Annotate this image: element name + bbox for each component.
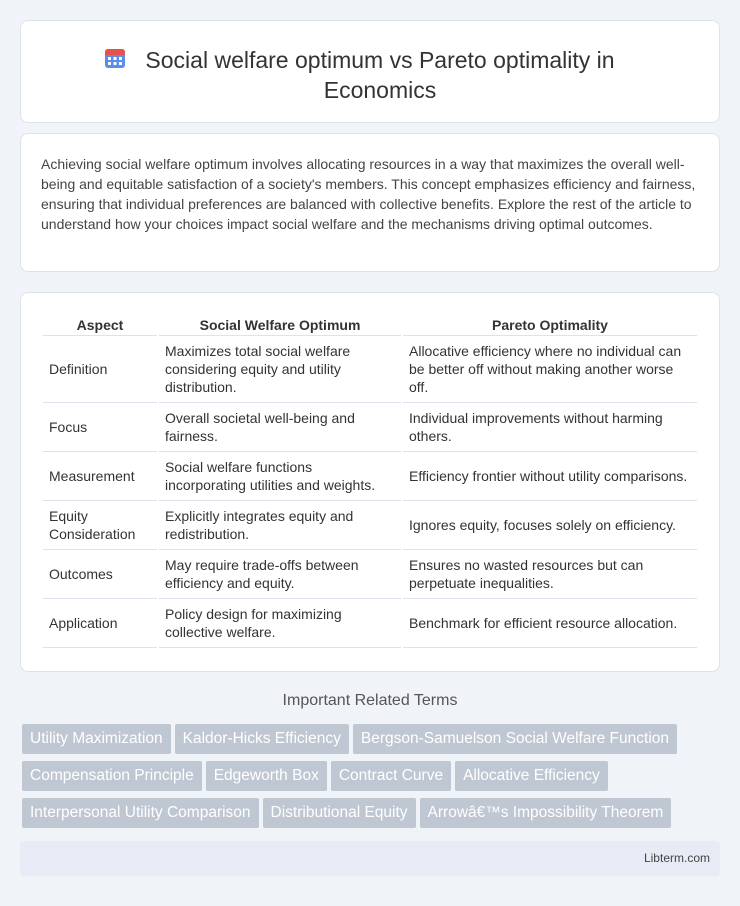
- page-title: Social welfare optimum vs Pareto optimality in Economics: [145, 47, 615, 103]
- table-cell-social-welfare: Maximizes total social welfare considering equity and utility distribution.: [159, 336, 401, 403]
- title-card: [20, 20, 720, 123]
- related-terms-list: [22, 724, 722, 835]
- table-cell-pareto: Ignores equity, focuses solely on efficiency.: [403, 501, 697, 550]
- table-row: [43, 452, 697, 501]
- table-cell-aspect: Equity Consideration: [43, 501, 157, 550]
- table-cell-aspect: Outcomes: [43, 550, 157, 599]
- table-cell-aspect: Application: [43, 599, 157, 648]
- table-cell-social-welfare: Policy design for maximizing collective welfare.: [159, 599, 401, 648]
- related-terms-heading: Important Related Terms: [282, 692, 458, 709]
- related-term-tag[interactable]: Allocative Efficiency: [455, 761, 608, 791]
- column-header-aspect: Aspect: [43, 314, 157, 336]
- table-cell-aspect: Definition: [43, 336, 157, 403]
- related-term-tag[interactable]: Edgeworth Box: [206, 761, 327, 791]
- table-cell-social-welfare: Explicitly integrates equity and redistribution.: [159, 501, 401, 550]
- related-term-tag[interactable]: Interpersonal Utility Comparison: [22, 798, 259, 828]
- table-cell-social-welfare: Social welfare functions incorporating utilities and weights.: [159, 452, 401, 501]
- column-header-social-welfare-optimum: Social Welfare Optimum: [159, 314, 401, 336]
- related-term-tag[interactable]: Distributional Equity: [263, 798, 416, 828]
- comparison-table-card: [20, 292, 720, 672]
- comparison-table: [41, 314, 699, 648]
- table-row: [43, 550, 697, 599]
- table-cell-pareto: Efficiency frontier without utility comparisons.: [403, 452, 697, 501]
- table-cell-social-welfare: May require trade-offs between efficiency and equity.: [159, 550, 401, 599]
- table-row: [43, 599, 697, 648]
- related-term-tag[interactable]: Utility Maximization: [22, 724, 171, 754]
- related-term-tag[interactable]: Contract Curve: [331, 761, 451, 791]
- intro-paragraph: Achieving social welfare optimum involves allocating resources in a way that maximizes the overall well-being and equitable satisfaction of a society's members. This concept emphasizes efficiency and fairness, ensuring that individual preferences are balanced with collective benefits. Explore the rest of the article to understand how your choices impact social welfare and the mechanisms driving optimal outcomes.: [41, 156, 696, 232]
- table-row: [43, 501, 697, 550]
- table-cell-pareto: Individual improvements without harming others.: [403, 403, 697, 452]
- related-term-tag[interactable]: Kaldor-Hicks Efficiency: [175, 724, 349, 754]
- table-cell-aspect: Focus: [43, 403, 157, 452]
- table-cell-pareto: Allocative efficiency where no individual can be better off without making another worse off.: [403, 336, 697, 403]
- table-row: [43, 403, 697, 452]
- table-cell-pareto: Benchmark for efficient resource allocation.: [403, 599, 697, 648]
- table-row: [43, 336, 697, 403]
- table-cell-pareto: Ensures no wasted resources but can perpetuate inequalities.: [403, 550, 697, 599]
- related-term-tag[interactable]: Compensation Principle: [22, 761, 202, 791]
- column-header-pareto-optimality: Pareto Optimality: [403, 314, 697, 336]
- related-term-tag[interactable]: Arrowâ€™s Impossibility Theorem: [420, 798, 672, 828]
- related-term-tag[interactable]: Bergson-Samuelson Social Welfare Function: [353, 724, 677, 754]
- footer-brand-link[interactable]: Libterm.com: [643, 851, 710, 865]
- intro-card: [20, 133, 720, 272]
- table-header-row: [43, 314, 697, 336]
- table-cell-aspect: Measurement: [43, 452, 157, 501]
- footer: [20, 841, 720, 876]
- table-cell-social-welfare: Overall societal well-being and fairness.: [159, 403, 401, 452]
